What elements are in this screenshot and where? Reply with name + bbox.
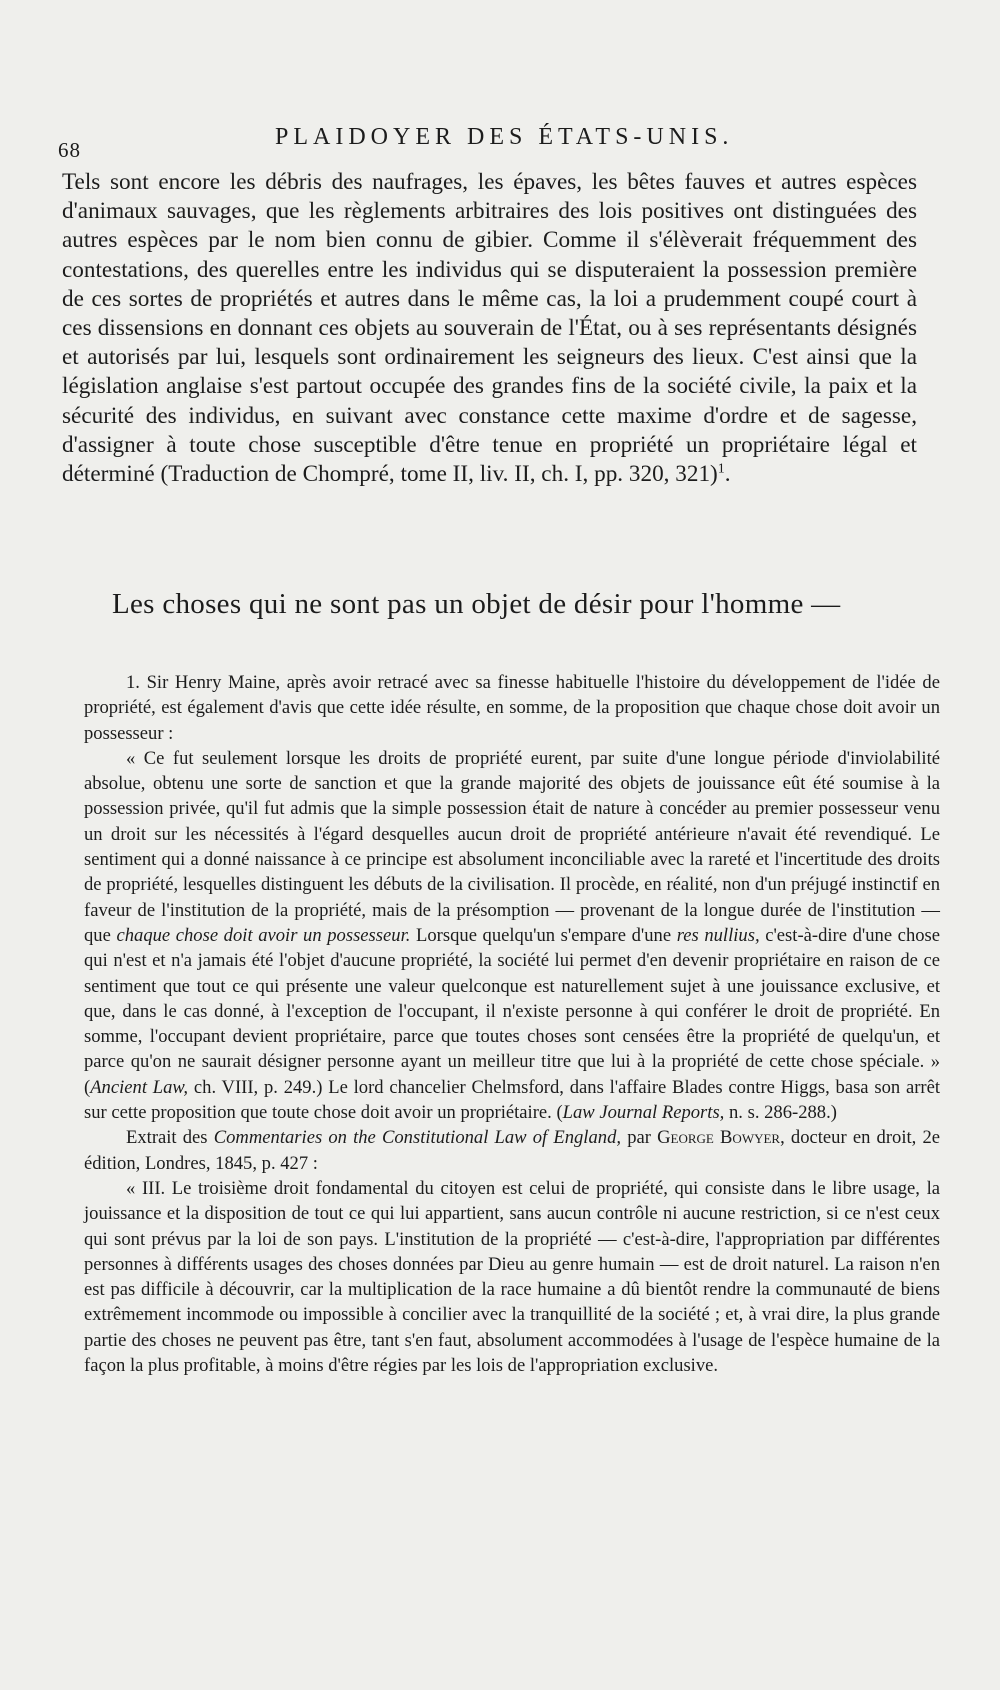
running-title: PLAIDOYER DES ÉTATS-UNIS.	[275, 124, 734, 150]
footnote-text: Lorsque quelqu'un s'empare d'une	[416, 924, 672, 946]
footnote-text: c'est-à-dire d'une chose qui n'est et n'a jamais été l'objet d'aucune propriété, la société lui permet d'en devenir propriétaire en raison de ce sentiment que tout ce qui présente une valeur quelconque est naturellement sujet à une jouissance exclusive, et que, dans le cas donné, à l'exception de l'occupant, il n'existe personne à qui conférer le droit de propriété. En somme, l'occupant devient propriétaire, parce que toutes choses sont censées être la propriété de quelqu'un, et parce qu'on ne saurait désigner personne ayant un meilleur titre que lui à la propriété de cette chose spéciale. » (	[84, 924, 941, 1098]
footnote-paragraph-2	[84, 746, 940, 1125]
footnote	[84, 670, 940, 1378]
main-text-body: Tels sont encore les débris des naufrages, les épaves, les bêtes fauves et autres espèces d'animaux sauvages, que les règlements arbitraires des lois positives ont distinguées des autres espèces par le nom bien connu de gibier. Comme il s'élèverait fréquemment des contestations, des querelles entre les individus qui se disputeraient la possession première de ces sortes de propriétés et autres dans le même cas, la loi a prudemment coupé court à ces dissensions en donnant ces objets au souverain de l'État, ou à ses représentants désignés et autorisés par lui, lesquels sont ordinairement les seigneurs des lieux. C'est ainsi que la législation anglaise s'est partout occupée des grandes fins de la société civile, la paix et la sécurité des individus, en suivant avec constance cette maxime d'ordre et de sagesse, d'assigner à toute chose susceptible d'être tenue en propriété un propriétaire légal et déterminé (Traduction de Chompré, tome II, liv. II, ch. I, pp. 320, 321)	[62, 169, 917, 488]
footnote-italic: Ancient Law,	[90, 1076, 189, 1098]
footnote-italic: chaque chose doit avoir un possesseur.	[116, 924, 411, 946]
footnote-text: « III. Le troisième droit fondamental du citoyen est celui de propriété, qui consiste dans le libre usage, la jouissance et la disposition de tout ce qui lui appartient, sans aucun contrôle ni aucune restriction, si ce n'est ceux qui sont prévus par la loi de son pays. L'institution de la propriété — c'est-à-dire, l'appropriation par différentes personnes à différents usages des choses données par Dieu au genre humain — est de droit naturel. La raison n'en est pas difficile à découvrir, car la multiplication de la race humaine a dû bientôt rendre la communauté de biens extrêmement incommode ou impossible à concilier avec la tranquillité de la société ; et, à vrai dire, la plus grande partie des choses ne peuvent pas être, tant s'en faut, absolument accommodées à l'usage de l'espèce humaine de la façon la plus profitable, à moins d'être régies par les lois de l'appropriation exclusive.	[84, 1177, 940, 1377]
page-number: 68	[58, 138, 81, 162]
page-header	[50, 108, 940, 162]
footnote-italic: res nullius,	[676, 924, 760, 946]
footnote-text: n. s. 286-288.)	[728, 1102, 837, 1124]
footnote-text: docteur en droit, 2e édition, Londres, 1845, p. 427 :	[84, 1127, 941, 1174]
footnote-text: ch. VIII, p. 249.) Le lord chancelier Chelmsford, dans l'affaire Blades contre Higgs, basa son arrêt sur cette proposition que toute chose doit avoir un propriétaire. (	[84, 1076, 941, 1124]
footnote-paragraph-4	[84, 1176, 940, 1378]
main-paragraph	[62, 168, 917, 489]
author-name: George Bowyer,	[657, 1127, 785, 1149]
footnote-text: 1. Sir Henry Maine, après avoir retracé avec sa finesse habituelle l'histoire du développement de l'idée de propriété, est également d'avis que cette idée résulte, en somme, de la proposition que chaque chose doit avoir un possesseur :	[84, 672, 940, 744]
footnote-italic: Commentaries on the Constitutional Law of England,	[213, 1127, 622, 1149]
footnote-italic: Law Journal Reports,	[562, 1102, 725, 1124]
margin-caption: Les choses qui ne sont pas un objet de désir pour l'homme —	[112, 588, 841, 620]
main-text-end: .	[724, 461, 731, 488]
footnote-text: « Ce fut seulement lorsque les droits de propriété eurent, par suite d'une longue période d'inviolabilité absolue, obtenu une sorte de sanction et que la grande majorité des objets de jouissance eût été soumise à la possession privée, qu'il fut admis que la simple possession était de nature à concéder au premier possesseur venu un droit sur les nécessités à l'égard desquelles aucun droit de propriété antérieure n'avait été revendiqué. Le sentiment qui a donné naissance à ce principe est absolument inconciliable avec la rareté et l'incertitude des droits de propriété, lesquelles distinguent les débuts de la civilisation. Il procède, en réalité, non d'un préjugé instinctif en faveur de l'institution de la propriété, mais de la présomption — provenant de la longue durée de l'institution — que	[84, 747, 940, 946]
footnote-paragraph-3	[84, 1125, 940, 1176]
footnote-paragraph-1	[84, 670, 940, 746]
footnote-text: Extrait des	[126, 1127, 208, 1149]
footnote-reference: 1	[717, 461, 725, 477]
footnote-text: par	[627, 1127, 651, 1149]
